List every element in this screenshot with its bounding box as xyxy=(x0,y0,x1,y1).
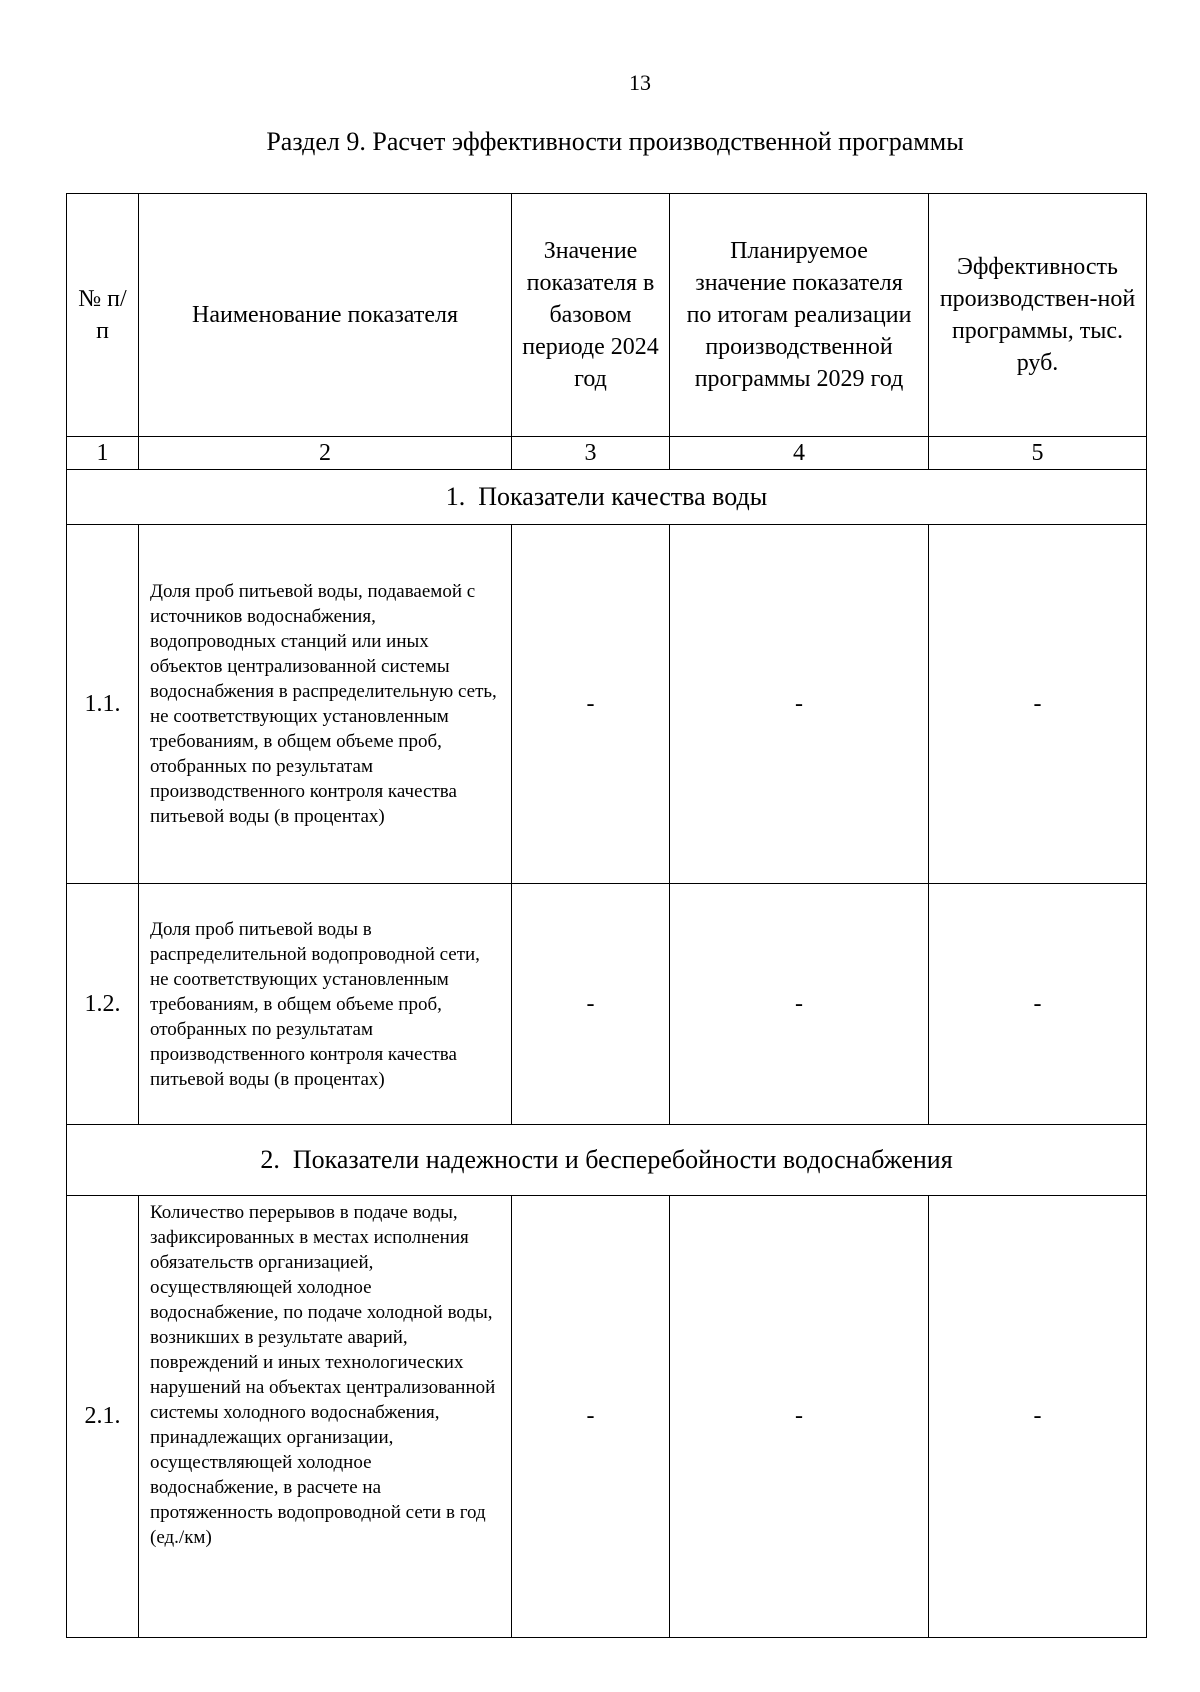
efficiency-table xyxy=(66,193,1147,1638)
table-row xyxy=(67,525,1147,884)
column-number: 1 xyxy=(67,437,139,470)
column-number: 2 xyxy=(139,437,512,470)
header-base-value: Значение показателя в базовом периоде 2024 год xyxy=(512,194,670,437)
row-base-value: - xyxy=(512,525,670,884)
row-efficiency: - xyxy=(929,1196,1147,1638)
header-efficiency: Эффективность производствен-ной программы, тыс. руб. xyxy=(929,194,1147,437)
row-base-value: - xyxy=(512,884,670,1125)
column-number: 4 xyxy=(670,437,929,470)
row-base-value: - xyxy=(512,1196,670,1638)
page-number: 13 xyxy=(629,70,651,95)
page-title: Раздел 9. Расчет эффективности производственной программы xyxy=(266,127,964,156)
header-number: № п/п xyxy=(67,194,139,437)
table-row xyxy=(67,884,1147,1125)
row-efficiency: - xyxy=(929,525,1147,884)
row-efficiency: - xyxy=(929,884,1147,1125)
table-row xyxy=(67,1196,1147,1638)
row-number: 1.1. xyxy=(67,525,139,884)
section-row xyxy=(67,470,1147,525)
header-planned-value: Планируемое значение показателя по итогам реализации производственной программы 2029 год xyxy=(670,194,929,437)
section-title: 1. Показатели качества воды xyxy=(67,470,1147,525)
column-number-row xyxy=(67,437,1147,470)
row-number: 2.1. xyxy=(67,1196,139,1638)
row-planned-value: - xyxy=(670,525,929,884)
row-number: 1.2. xyxy=(67,884,139,1125)
column-number: 5 xyxy=(929,437,1147,470)
row-indicator-name: Количество перерывов в подаче воды, зафиксированных в местах исполнения обязательств организацией, осуществляющей холодное водоснабжение, по подаче холодной воды, возникших в результате аварий, повреждений и иных технологических нарушений на объектах централизованной системы холодного водоснабжения, принадлежащих организации, осуществляющей холодное водоснабжение, в расчете на протяженность водопроводной сети в год (ед./км) xyxy=(139,1196,512,1638)
section-title: 2. Показатели надежности и бесперебойности водоснабжения xyxy=(67,1125,1147,1196)
table-header-row xyxy=(67,194,1147,437)
row-planned-value: - xyxy=(670,1196,929,1638)
column-number: 3 xyxy=(512,437,670,470)
row-indicator-name: Доля проб питьевой воды, подаваемой с источников водоснабжения, водопроводных станций или иных объектов централизованной системы водоснабжения в распределительную сеть, не соответствующих установленным требованиям, в общем объеме проб, отобранных по результатам производственного контроля качества питьевой воды (в процентах) xyxy=(139,525,512,884)
section-row xyxy=(67,1125,1147,1196)
row-planned-value: - xyxy=(670,884,929,1125)
row-indicator-name: Доля проб питьевой воды в распределительной водопроводной сети, не соответствующих установленным требованиям, в общем объеме проб, отобранных по результатам производственного контроля качества питьевой воды (в процентах) xyxy=(139,884,512,1125)
header-indicator-name: Наименование показателя xyxy=(139,194,512,437)
